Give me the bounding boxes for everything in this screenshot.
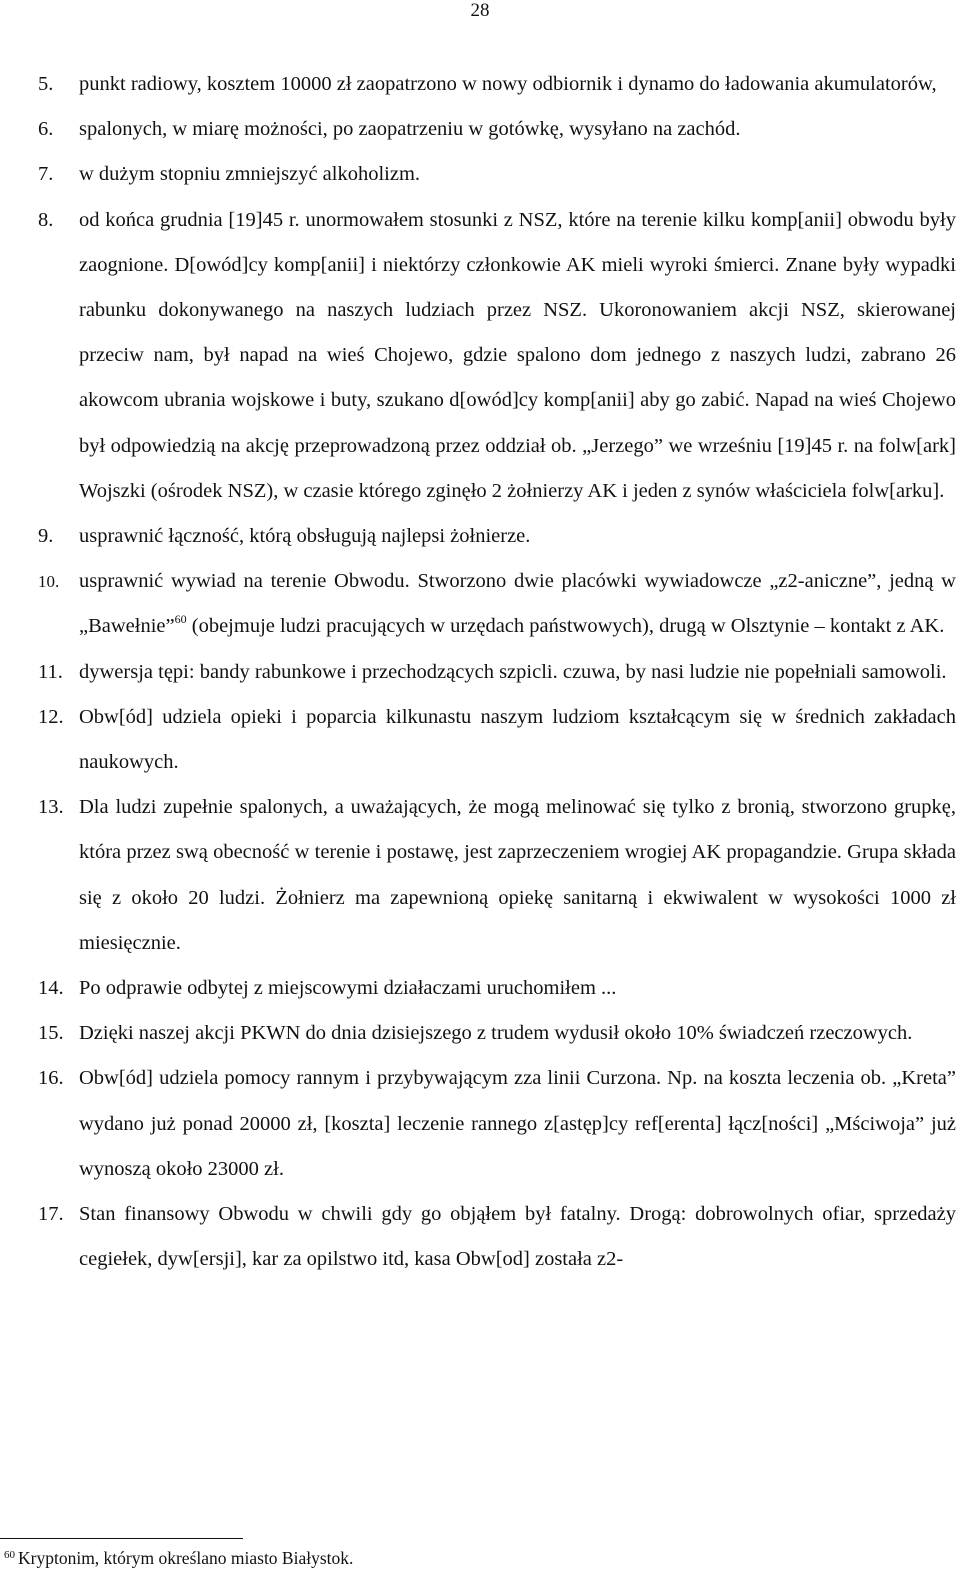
item-text <box>79 559 956 649</box>
list-item <box>38 514 956 559</box>
footnote <box>4 1544 353 1569</box>
item-number: 12. <box>38 705 64 728</box>
item-text: usprawnić łączność, którą obsługują najlepsi żołnierze. <box>79 525 531 548</box>
list-item <box>38 1192 956 1282</box>
list-item <box>38 785 956 966</box>
item-number: 11. <box>38 660 63 683</box>
list-item <box>38 107 956 152</box>
item-number: 15. <box>38 1022 64 1045</box>
item-number: 10. <box>38 572 60 592</box>
item-text: spalonych, w miarę możności, po zaopatrzeniu w gotówkę, wysyłano na zachód. <box>79 118 741 141</box>
item-text-part: (obejmuje ludzi pracujących w urzędach państwowych), drugą w Olsztynie – kontakt z AK. <box>186 615 945 638</box>
footnote-reference: 60 <box>174 612 187 627</box>
item-text: Dla ludzi zupełnie spalonych, a uważających, że mogą melinować się tylko z bronią, stworzono grupkę, która przez swą obecność w terenie i postawę, jest zaprzeczeniem wrogiej AK propagandzie. Grupa składa się z około 20 ludzi. Żołnierz ma zapewnioną opiekę sanitarną i ekwiwalent w wysokości 1000 zł miesięcznie. <box>79 796 956 954</box>
list-item <box>38 62 956 107</box>
list-item <box>38 1011 956 1056</box>
item-number: 14. <box>38 977 64 1000</box>
list-item <box>38 198 956 514</box>
item-text: w dużym stopniu zmniejszyć alkoholizm. <box>79 163 421 186</box>
item-number: 16. <box>38 1067 64 1090</box>
list-item <box>38 1056 956 1192</box>
item-text-part: usprawnić wywiad na terenie Obwodu. Stworzono dwie placówki wywiadowcze „z2-aniczne”, jedną w „Bawełnie” <box>79 570 956 638</box>
item-text: Obw[ód] udziela pomocy rannym i przybywającym zza linii Curzona. Np. na koszta leczenia ob. „Kreta” wydano już ponad 20000 zł, [koszta] leczenie rannego z[astęp]cy ref[erenta] łącz[ności] „Mściwoja” już wynoszą około 23000 zł. <box>79 1067 956 1180</box>
item-number: 8. <box>38 208 54 231</box>
item-number: 7. <box>38 163 54 186</box>
list-item <box>38 152 956 197</box>
item-number: 13. <box>38 796 64 819</box>
list-item <box>38 559 956 649</box>
item-text: dywersja tępi: bandy rabunkowe i przechodzących szpicli. czuwa, by nasi ludzie nie popełniali samowoli. <box>79 660 947 683</box>
item-number: 9. <box>38 525 54 548</box>
footnote-divider <box>0 1538 243 1539</box>
item-text: punkt radiowy, kosztem 10000 zł zaopatrzono w nowy odbiornik i dynamo do ładowania akumulatorów, <box>79 73 937 95</box>
item-number: 5. <box>38 73 54 95</box>
item-text: od końca grudnia [19]45 r. unormowałem stosunki z NSZ, które na terenie kilku komp[anii] obwodu były zaognione. D[owód]cy komp[anii] i niektórzy członkowie AK mieli wyroki śmierci. Znane były wypadki rabunku dokonywanego na naszych ludziach przez NSZ. Ukoronowaniem akcji NSZ, skierowanej przeciw nam, był napad na wieś Chojewo, gdzie spalono dom jednego z naszych ludzi, zabrano 26 akowcom ubrania wojskowe i buty, szukano d[owód]cy komp[anii] aby go zabić. Napad na wieś Chojewo był odpowiedzią na akcję przeprowadzoną przez oddział ob. „Jerzego” we wrześniu [19]45 r. na folw[ark] Wojszki (ośrodek NSZ), w czasie którego zginęło 2 żołnierzy AK i jeden z synów właściciela folw[arku]. <box>79 208 956 502</box>
list-item <box>38 966 956 1011</box>
list-item <box>38 695 956 785</box>
numbered-list <box>38 62 956 1282</box>
list-item <box>38 650 956 695</box>
footnote-text: Kryptonim, którym określano miasto Białystok. <box>18 1548 354 1568</box>
item-text: Po odprawie odbytej z miejscowymi działaczami uruchomiłem ... <box>79 977 617 1000</box>
page-number: 28 <box>470 0 490 21</box>
item-number: 6. <box>38 118 54 141</box>
footnote-mark: 60 <box>4 1549 15 1561</box>
item-text: Obw[ód] udziela opieki i poparcia kilkunastu naszym ludziom kształcącym się w średnich zakładach naukowych. <box>79 705 956 774</box>
item-text: Stan finansowy Obwodu w chwili gdy go objąłem był fatalny. Drogą: dobrowolnych ofiar, sprzedaży cegiełek, dyw[ersji], kar za opilstwo itd, kasa Obw[od] została z2- <box>79 1203 956 1271</box>
item-number: 17. <box>38 1203 64 1226</box>
item-text: Dzięki naszej akcji PKWN do dnia dzisiejszego z trudem wydusił około 10% świadczeń rzeczowych. <box>79 1022 913 1045</box>
